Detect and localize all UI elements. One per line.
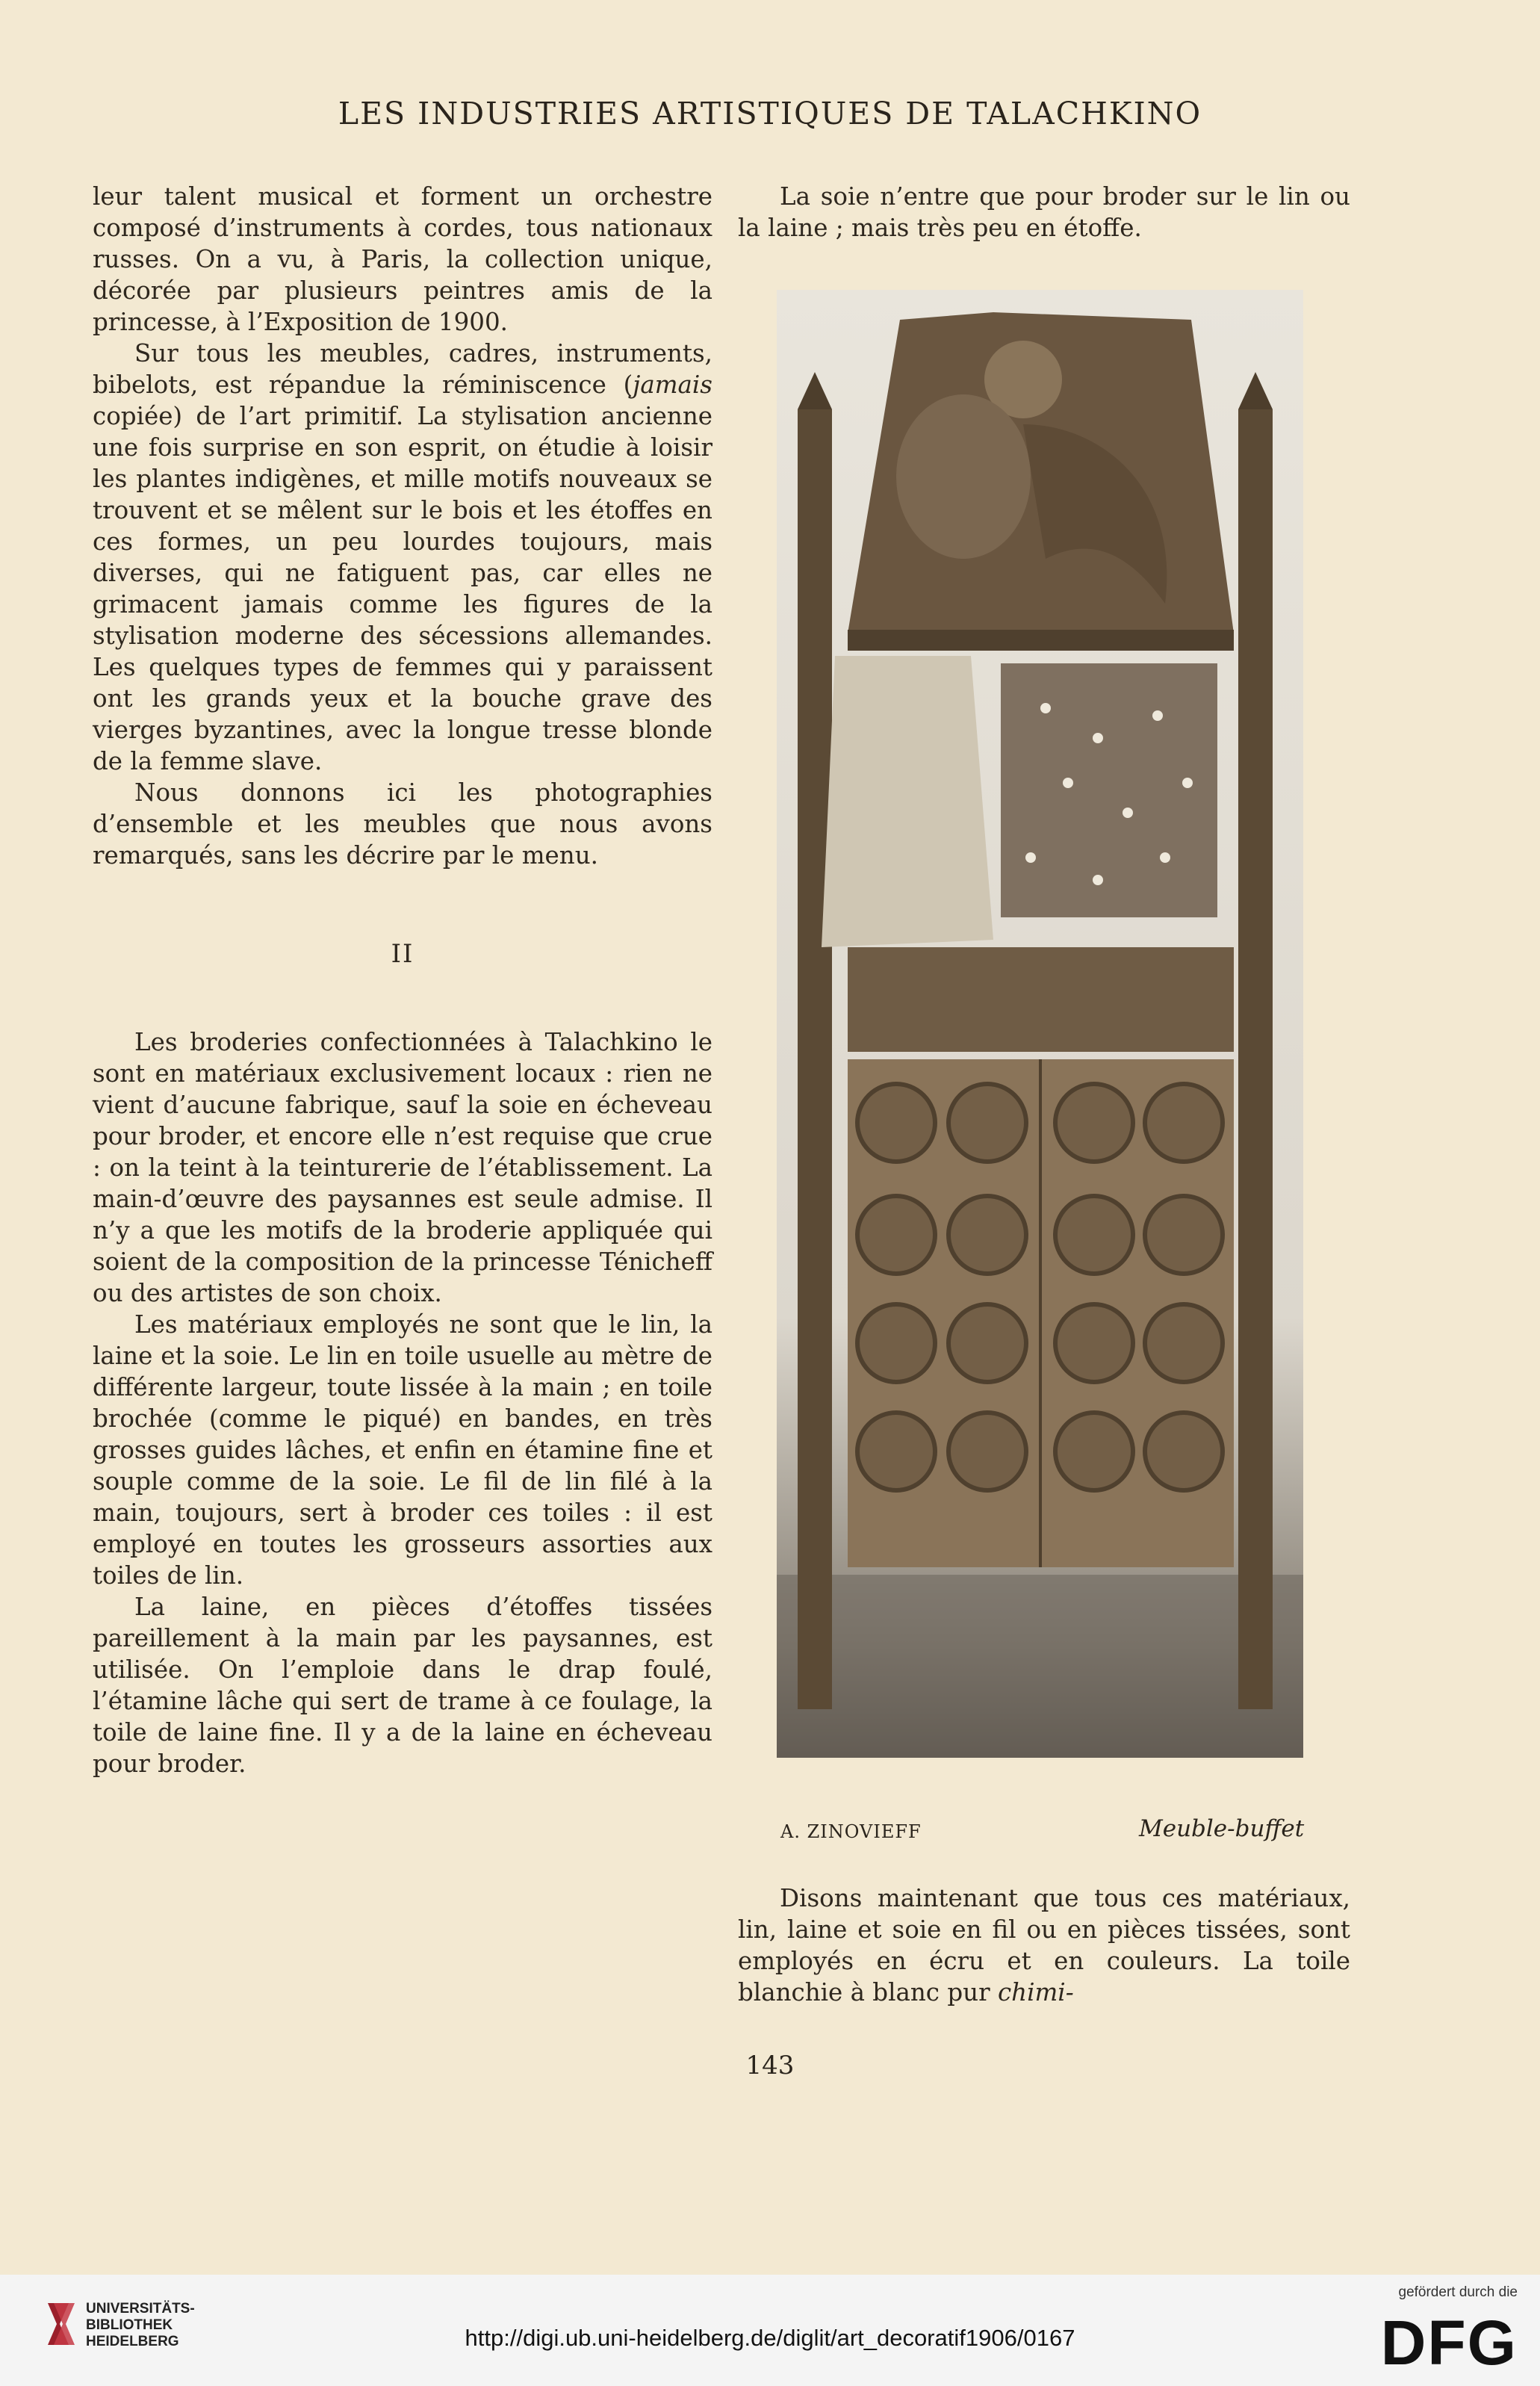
meuble-buffet-photo <box>777 290 1303 1758</box>
sponsor-label: gefördert durch die <box>1398 2284 1518 2300</box>
library-name-line-1: UNIVERSITÄTS- <box>86 2301 195 2317</box>
figure-caption-title: Meuble-buffet <box>1139 1815 1305 1842</box>
left-column <box>93 181 712 1779</box>
paragraph-2-part-b: copiée) de l’art primitif. La stylisation ancienne une fois surprise en son esprit, on étudie à loisir les plantes indigènes, et mille motifs nouveaux se trouvent et se mêlent sur le bois et les étoffes en ces formes, un peu lourdes toujours, mais diverses, qui ne fatiguent pas, car elles ne grimacent jamais comme les figures de la stylisation moderne des sécessions allemandes. Les quelques types de femmes qui y paraissent ont les grands yeux et la bouche grave des vierges byzantines, avec la longue tresse blonde de la femme slave. <box>93 402 712 775</box>
library-name-line-3: HEIDELBERG <box>86 2334 179 2349</box>
section-heading: II <box>391 939 415 969</box>
paragraph-2-part-a: Sur tous les meubles, cadres, instruments, bibelots, est répandue la réminiscence ( <box>93 339 712 399</box>
paragraph-top-right: La soie n’entre que pour broder sur le lin ou la laine ; mais très peu en étoffe. <box>738 182 1350 242</box>
paragraph-4: Les broderies confectionnées à Talachkino le sont en matériaux exclusivement locaux : rien ne vient d’aucune fabrique, sauf la soie en écheveau pour broder, et encore elle n’est requise que crue : on la teint à la teinturerie de l’établissement. La main-d’œuvre des paysannes est seule admise. Il n’y a que les motifs de la broderie appliquée qui soient de la composition de la princesse Ténicheff ou des artistes de son choix. <box>93 1028 712 1307</box>
figure-caption-artist: A. ZINOVIEFF <box>780 1821 922 1842</box>
paragraph-1: leur talent musical et forment un orchestre composé d’instruments à cordes, tous nationaux russes. On a vu, à Paris, la collection unique, décorée par plusieurs peintres amis de la princesse, à l’Exposition de 1900. <box>93 182 712 336</box>
right-column-bottom <box>738 1883 1350 2008</box>
paragraph-bottom-right <box>738 1883 1350 2008</box>
paragraph-bottom-right-emphasis: chimi- <box>997 1978 1074 2007</box>
paragraph-5: Les matériaux employés ne sont que le lin, la laine et la soie. Le lin en toile usuelle au mètre de différente largeur, toute lissée à la main ; en toile brochée (comme le piqué) en bandes, en très grosses guides lâches, et enfin en étamine fine et souple comme de la soie. Le fil de lin filé à la main, toujours, sert à broder ces toiles : il est employé en toutes les grosseurs assorties aux toiles de lin. <box>93 1310 712 1590</box>
paragraph-2-emphasis: jamais <box>633 371 712 399</box>
page-number: 143 <box>745 2051 795 2080</box>
dfg-logo: DFG <box>1380 2308 1518 2378</box>
paragraph-bottom-right-text: Disons maintenant que tous ces matériaux, lin, laine et soie en fil ou en pièces tissées, sont employés en écru et en couleurs. La toile blanchie à blanc pur <box>738 1884 1350 2007</box>
library-name-line-2: BIBLIOTHEK <box>86 2317 173 2333</box>
paragraph-2 <box>93 338 712 777</box>
running-title: LES INDUSTRIES ARTISTIQUES DE TALACHKINO <box>338 96 1202 131</box>
source-url[interactable]: http://digi.ub.uni-heidelberg.de/diglit/art_decoratif1906/0167 <box>465 2325 1075 2351</box>
right-column-top <box>738 181 1350 244</box>
buffet-illustration <box>777 290 1303 1758</box>
paragraph-6: La laine, en pièces d’étoffes tissées pareillement à la main par les paysannes, est utilisée. On l’emploie dans le drap foulé, l’étamine lâche qui sert de trame à ce foulage, la toile de laine fine. Il y a de la laine en écheveau pour broder. <box>93 1593 712 1778</box>
paragraph-3: Nous donnons ici les photographies d’ensemble et les meubles que nous avons remarqués, sans les décrire par le menu. <box>93 778 712 870</box>
